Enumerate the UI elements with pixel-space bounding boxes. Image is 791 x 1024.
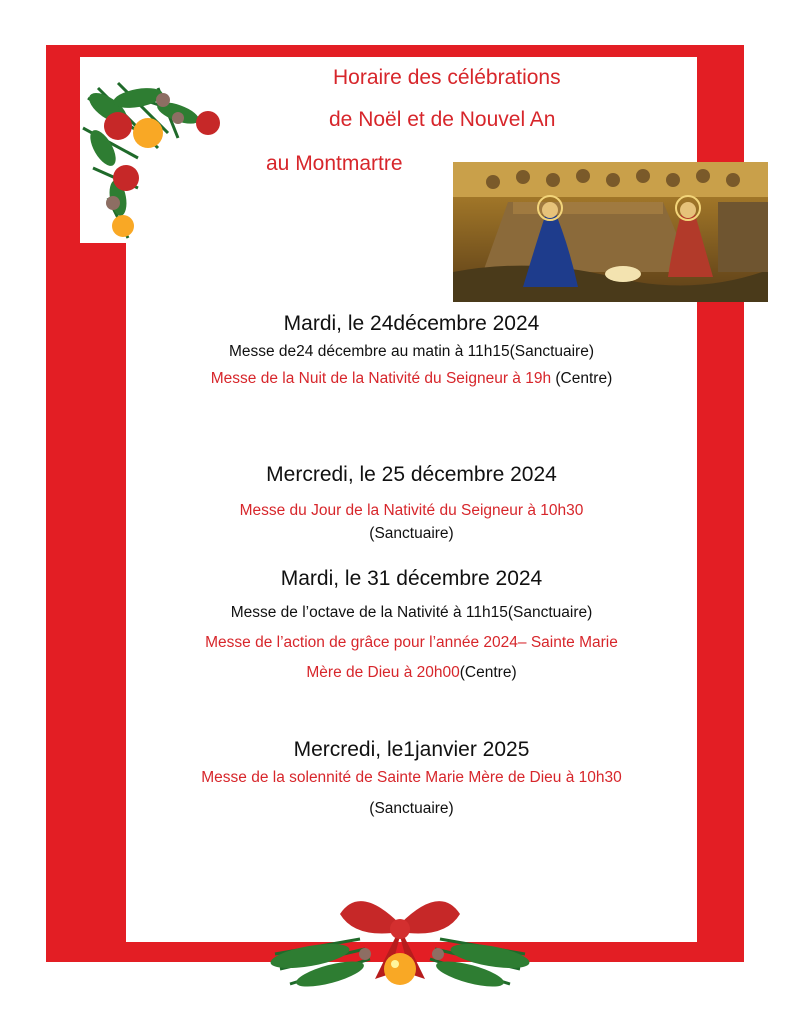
schedule-line — [126, 659, 697, 686]
title-line-2: de Noël et de Nouvel An — [329, 108, 556, 131]
line-text: Messe de l’octave de la Nativité à 11h15(Sanctuaire) — [230, 604, 593, 621]
nativity-painting — [453, 162, 768, 302]
line-text-red: Messe de l’action de grâce pour l’année 2024– Sainte Marie — [205, 634, 618, 651]
line-text: (Sanctuaire) — [369, 800, 454, 817]
section-date: Mercredi, le1janvier 2025 — [293, 738, 530, 761]
title-line-3: au Montmartre — [266, 152, 403, 175]
section-date: Mardi, le 24décembre 2024 — [283, 312, 540, 335]
schedule-line — [126, 795, 697, 822]
line-text: (Centre) — [551, 370, 613, 387]
line-text-red: Messe du Jour de la Nativité du Seigneur à 10h30 — [239, 502, 584, 519]
line-text: (Centre) — [459, 664, 517, 681]
line-text: (Sanctuaire) — [369, 525, 454, 542]
section-date: Mardi, le 31 décembre 2024 — [280, 567, 543, 590]
schedule-line — [126, 599, 697, 626]
schedule-section — [126, 461, 697, 545]
schedule-line — [126, 764, 697, 791]
schedule-section — [126, 310, 697, 392]
schedule-line — [126, 338, 697, 365]
line-text: Messe de24 décembre au matin à 11h15(Sanctuaire) — [228, 343, 595, 360]
christmas-bow-decoration — [270, 884, 530, 999]
schedule-section — [126, 565, 697, 686]
schedule-line — [126, 523, 697, 545]
schedule-section — [126, 736, 697, 822]
christmas-ornament-decoration — [78, 78, 238, 248]
section-date: Mercredi, le 25 décembre 2024 — [266, 463, 557, 486]
line-text-red: Messe de la solennité de Sainte Marie Mère de Dieu à 10h30 — [201, 769, 622, 786]
line-text-red: Messe de la Nuit de la Nativité du Seigneur à 19h — [210, 370, 552, 387]
line-text-red: Mère de Dieu à 20h00 — [306, 664, 460, 681]
schedule-line — [126, 499, 697, 523]
title-line-1: Horaire des célébrations — [333, 66, 561, 89]
schedule-line — [126, 365, 697, 392]
schedule-line — [126, 629, 697, 656]
